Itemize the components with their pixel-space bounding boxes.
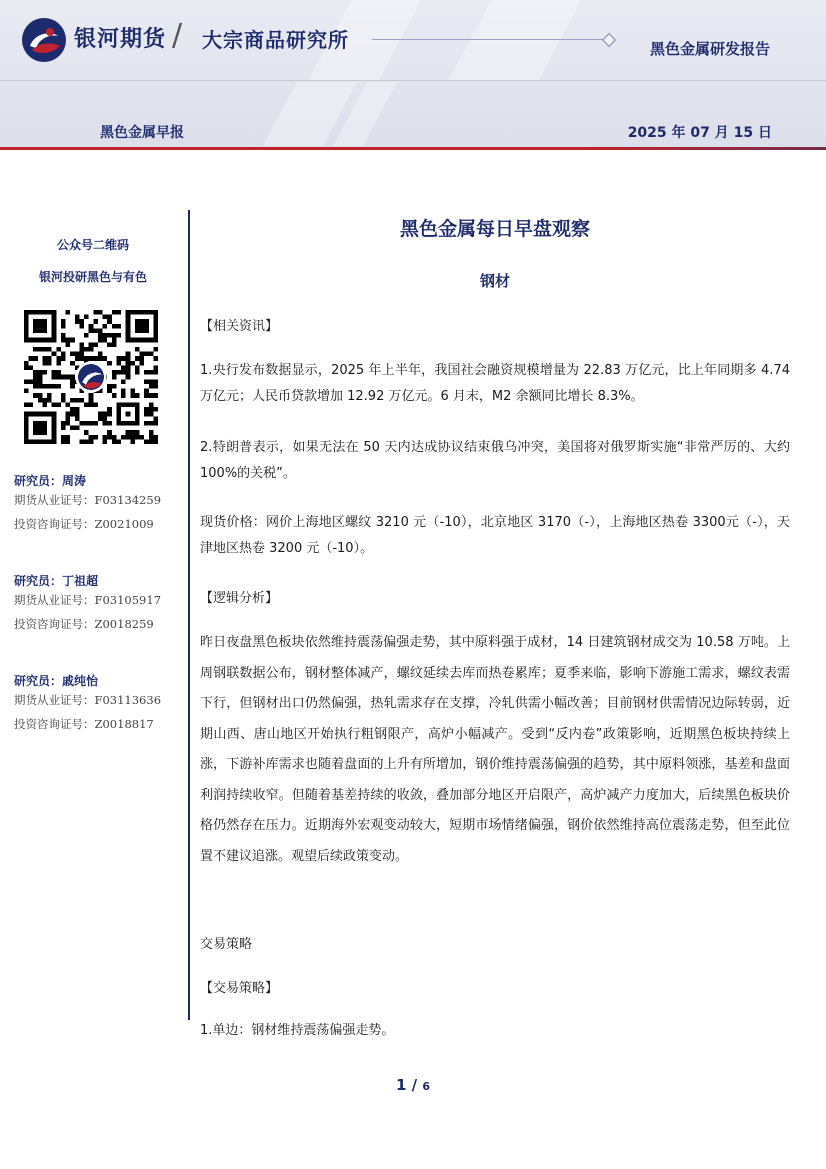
report-date: 2025 年 07 月 15 日 <box>627 125 772 141</box>
researcher-card <box>14 672 161 736</box>
news-heading: 【相关资讯】 <box>200 319 279 334</box>
page-separator: / <box>406 1076 423 1094</box>
researcher-card <box>14 472 161 536</box>
document-title: 黑色金属每日早盘观察 <box>399 218 590 240</box>
strategy-item: 1.单边：钢材维持震荡偏强走势。 <box>200 1023 395 1038</box>
report-subtitle: 黑色金属早报 <box>100 125 184 141</box>
header-decor <box>449 0 582 80</box>
section-title: 钢材 <box>479 272 510 290</box>
spot-price-paragraph: 现货价格：网价上海地区螺纹 3210 元（-10），北京地区 3170（-），上海地区热卷 3300元（-），天津地区热卷 3200 元（-10）。 <box>200 515 790 556</box>
researcher-name: 研究员：周涛 <box>14 474 87 488</box>
qr-account-name: 银河投研黑色与有色 <box>38 270 147 284</box>
qr-heading: 公众号二维码 <box>56 238 129 252</box>
futures-license: 期货从业证号：F03134259 <box>14 493 162 507</box>
advisory-license: 投资咨询证号：Z0021009 <box>14 517 154 531</box>
futures-license: 期货从业证号：F03105917 <box>14 593 162 607</box>
news-item: 1.央行发布数据显示，2025 年上半年，我国社会融资规模增量为 22.83 万亿元，比上年同期多 4.74 万亿元；人民币贷款增加 12.92 万亿元。6 月末，M2 余额同比增长 8.3%。 <box>200 363 790 404</box>
researcher-card <box>14 572 161 636</box>
advisory-license: 投资咨询证号：Z0018259 <box>14 617 154 631</box>
futures-license: 期货从业证号：F03113636 <box>14 693 162 707</box>
institute-name: 大宗商品研究所 <box>202 28 349 52</box>
logic-paragraph: 昨日夜盘黑色板块依然维持震荡偏强走势，其中原料强于成材，14 日建筑钢材成交为 10.58 万吨。上周钢联数据公布，钢材整体减产，螺纹延续去库而热卷累库；夏季来临，影响下游施工需求，螺纹表需下行，但钢材出口仍然偏强，热轧需求存在支撑，冷轧供需小幅改善；目前钢材供需情况边际转弱，近期山西、唐山地区开始执行粗钢限产，高炉小幅减产。受到“反内卷”政策影响，近期黑色板块持续上涨，下游补库需求也随着盘面的上升有所增加，钢价维持震荡偏强的趋势，其中原料领涨，基差和盘面利润持续收窄。但随着基差持续的收敛，叠加部分地区开启限产，高炉减产力度加大，后续黑色板块价格仍然存在压力。近期海外宏观变动较大，短期市场情绪偏强，钢价依然维持高位震荡走势，但至此位置不建议追涨。观望后续政策变动。 <box>200 635 790 864</box>
logic-heading: 【逻辑分析】 <box>200 591 279 606</box>
page-number <box>0 1076 826 1094</box>
galaxy-futures-logo-icon <box>20 16 68 64</box>
advisory-license: 投资咨询证号：Z0018817 <box>14 717 154 731</box>
total-pages: 6 <box>422 1080 431 1093</box>
qr-code-icon[interactable] <box>24 310 158 444</box>
researcher-name: 研究员：戚纯怡 <box>14 674 99 688</box>
report-type: 黑色金属研发报告 <box>649 40 770 58</box>
researcher-name: 研究员：丁祖超 <box>14 574 99 588</box>
diamond-icon <box>602 33 616 47</box>
strategy-heading: 【交易策略】 <box>200 981 279 996</box>
sidebar-divider <box>188 210 190 1020</box>
brand-name: 银河期货 <box>74 27 167 52</box>
header-divider <box>0 80 826 81</box>
header-line <box>372 39 604 40</box>
news-item: 2.特朗普表示，如果无法在 50 天内达成协议结束俄乌冲突，美国将对俄罗斯实施“非常严厉的、大约 100%的关税”。 <box>200 440 790 481</box>
brand-separator: / <box>172 18 183 53</box>
report-header <box>0 0 826 150</box>
strategy-label: 交易策略 <box>200 937 253 952</box>
current-page: 1 <box>395 1076 407 1094</box>
header-red-rule <box>0 147 826 150</box>
